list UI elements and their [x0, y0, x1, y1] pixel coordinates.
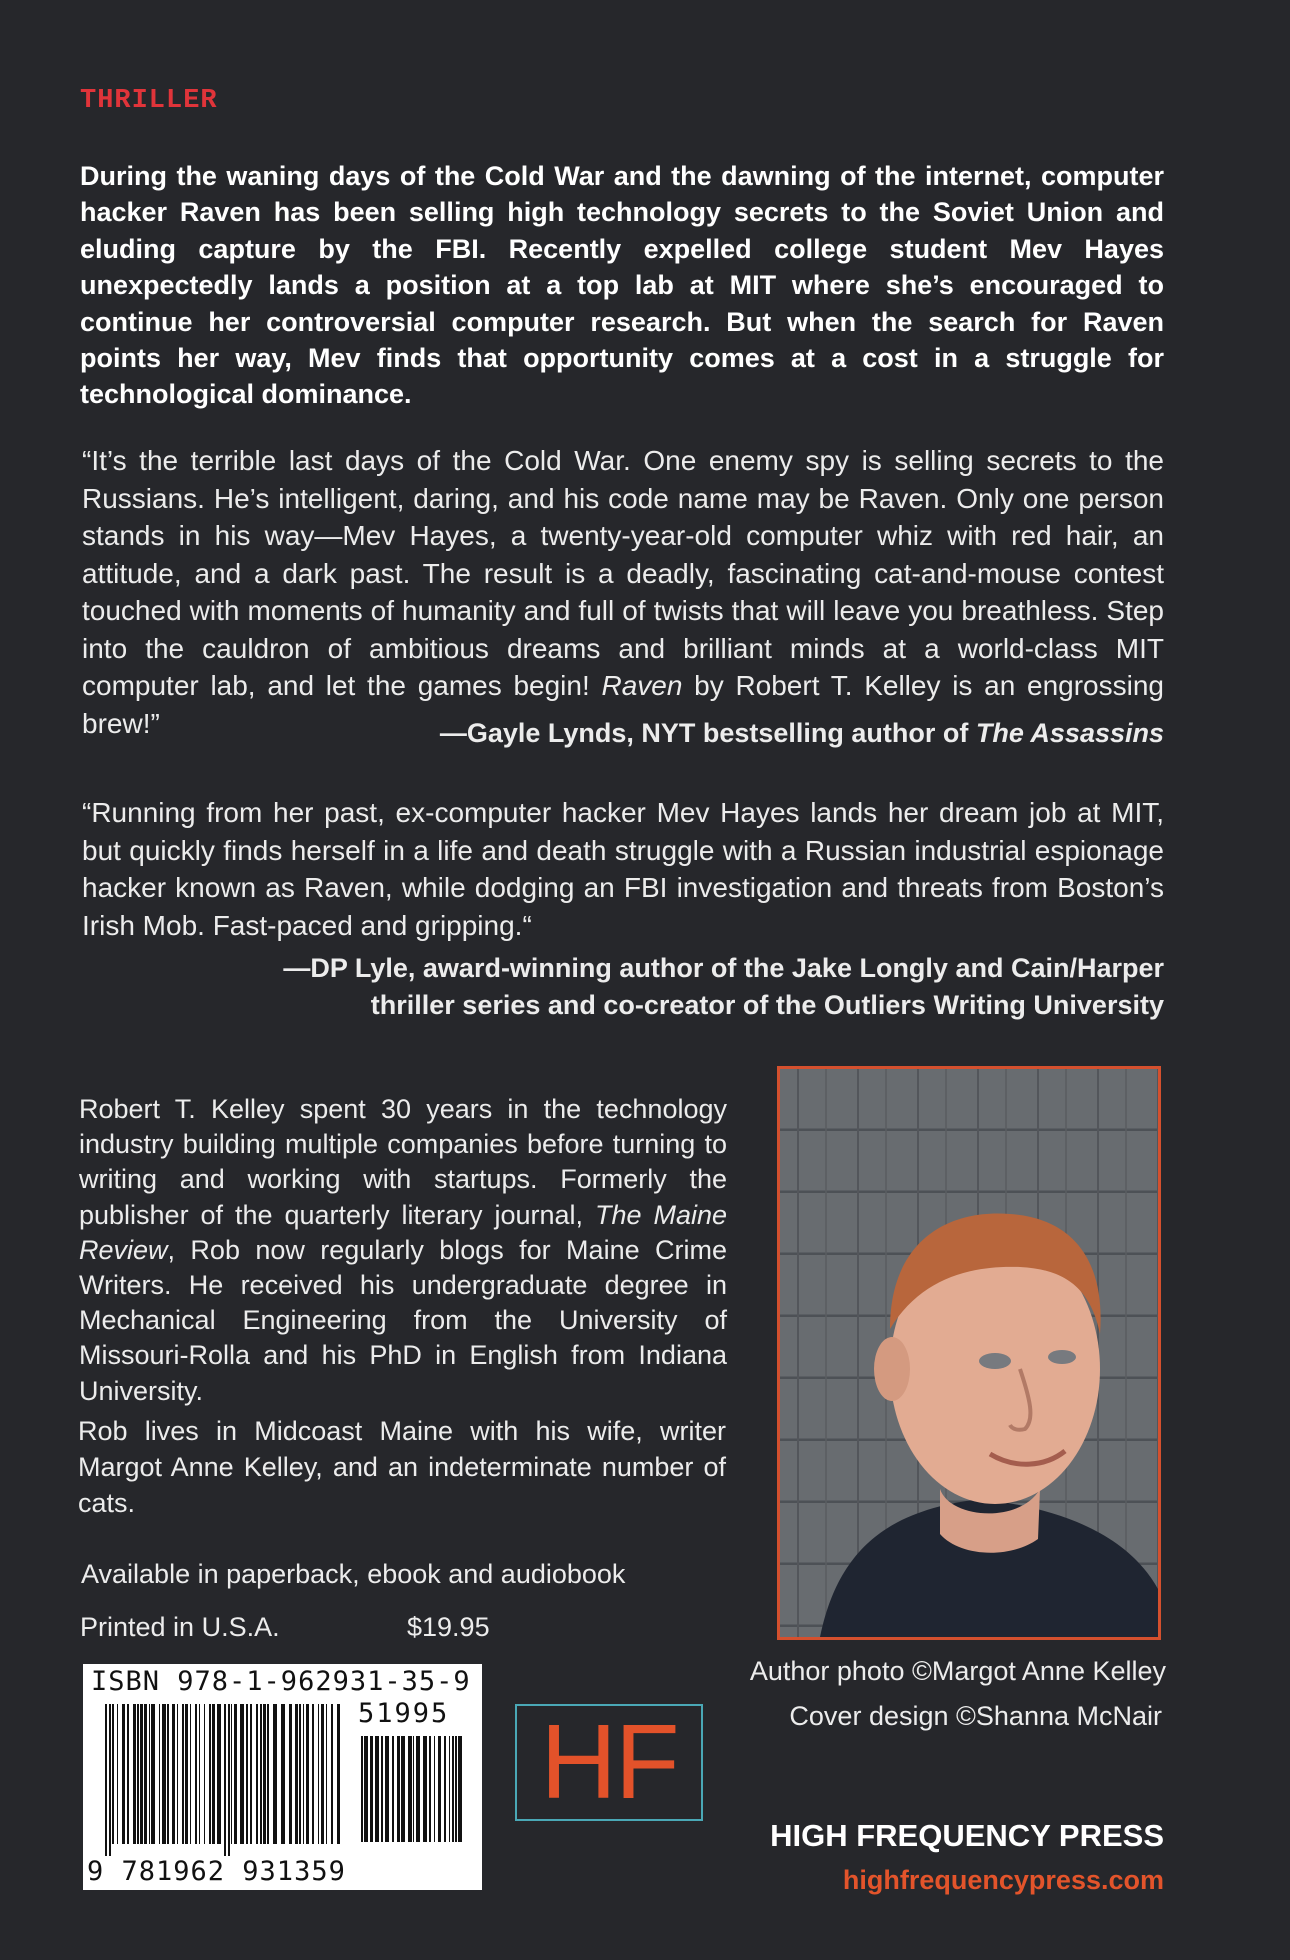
barcode-bar: [434, 1736, 435, 1842]
barcode-bar: [361, 1736, 363, 1842]
ean-barcode-bars: [105, 1704, 345, 1856]
barcode-bar: [122, 1704, 125, 1844]
quote-1-book-title: Raven: [601, 670, 683, 701]
addon-barcode-bars: [361, 1736, 473, 1882]
barcode-bar: [321, 1704, 324, 1844]
barcode-bar: [375, 1736, 379, 1842]
barcode-bar: [429, 1736, 431, 1842]
barcode-bar: [449, 1736, 450, 1842]
cover-design-credit: Cover design ©Shanna McNair: [789, 1701, 1162, 1731]
barcode-bar: [167, 1704, 169, 1844]
barcode-bar: [452, 1736, 454, 1842]
barcode-bar: [385, 1736, 389, 1842]
barcode-bar: [263, 1704, 266, 1844]
barcode-bar: [212, 1704, 215, 1844]
quote-2-attribution-line-1: —DP Lyle, award-winning author of the Jake Longly and Cain/Harper: [283, 953, 1164, 983]
barcode-bar: [438, 1736, 441, 1842]
genre-label: THRILLER: [80, 86, 218, 116]
barcode-bar: [326, 1704, 327, 1844]
barcode-bar: [267, 1704, 269, 1844]
barcode-bar: [312, 1704, 314, 1844]
barcode-bar: [318, 1704, 319, 1844]
quote-1-attribution-text: —Gayle Lynds, NYT bestselling author of: [439, 718, 976, 748]
barcode-bar: [370, 1736, 373, 1842]
barcode-bar: [423, 1736, 427, 1842]
bio-text-1: Robert T. Kelley spent 30 years in the technology industry building multiple companies before turning to writing and working with startups. Formerly the publisher of the quarterly literary journal,: [79, 1094, 727, 1230]
bio-text-2: , Rob now regularly blogs for Maine Crime Writers. He received his undergraduate degree in Mechanical Engineering from the University of Missouri-Rolla and his PhD in English from Indiana University.: [79, 1234, 727, 1406]
barcode-bar: [401, 1736, 405, 1842]
quote-2-attribution: [283, 950, 1164, 1023]
author-photo: [777, 1066, 1161, 1640]
barcode-bar: [260, 1704, 262, 1844]
review-quote-1: [82, 442, 1164, 742]
barcode-bar: [185, 1704, 188, 1844]
barcode-bar: [331, 1704, 333, 1844]
barcode-bar: [364, 1736, 368, 1842]
photo-credit: Author photo ©Margot Anne Kelley: [749, 1656, 1166, 1686]
barcode-bar: [281, 1704, 285, 1844]
barcode-bar: [306, 1704, 309, 1844]
barcode-bar: [133, 1704, 136, 1844]
book-blurb: During the waning days of the Cold War and the dawning of the internet, computer hacker Raven has been selling high technology secrets to the Soviet Union and eluding capture by the FBI. Recently expelled college student Mev Hayes unexpectedly lands a position at a top lab at MIT where she’s encouraged to continue her controversial computer research. But when the search for Raven points her way, Mev finds that opportunity comes at a cost in a struggle for technological dominance.: [80, 161, 1164, 410]
barcode-bar: [337, 1704, 340, 1844]
price-addon-number: 51995: [358, 1698, 450, 1729]
quote-1-attribution: [440, 715, 1164, 752]
barcode-bar: [162, 1704, 166, 1844]
barcode-bar: [273, 1704, 277, 1844]
bio-journal-title: The Maine Review: [79, 1199, 727, 1265]
barcode-bar: [199, 1704, 200, 1844]
barcode-bar: [105, 1704, 107, 1856]
barcode-bar: [195, 1704, 197, 1844]
barcode-bar: [303, 1704, 304, 1844]
barcode-bar: [392, 1736, 394, 1842]
printed-in-text: Printed in U.S.A.: [80, 1612, 280, 1642]
barcode-bar: [228, 1704, 230, 1856]
publisher-name: HIGH FREQUENCY PRESS: [770, 1818, 1164, 1853]
barcode-bar: [240, 1704, 244, 1844]
publisher-website[interactable]: highfrequencypress.com: [842, 1865, 1164, 1895]
barcode-bar: [204, 1704, 205, 1844]
barcode-bar: [256, 1704, 258, 1844]
isbn-label: ISBN 978-1-962931-35-9: [91, 1666, 471, 1697]
author-bio-paragraph-2: Rob lives in Midcoast Maine with his wife, writer Margot Anne Kelley, and an indeterminate number of cats.: [78, 1416, 726, 1518]
barcode-bar: [289, 1704, 292, 1844]
barcode-bar: [455, 1736, 457, 1842]
barcode-bar: [112, 1704, 114, 1844]
barcode-bar: [177, 1704, 178, 1844]
availability-text: Available in paperback, ebook and audiobook: [81, 1559, 626, 1589]
barcode-bar: [182, 1704, 184, 1844]
review-quote-2: “Running from her past, ex-computer hacker Mev Hayes lands her dream job at MIT, but quickly finds herself in a life and death struggle with a Russian industrial espionage hacker known as Raven, while dodging an FBI investigation and threats from Boston’s Irish Mob. Fast-paced and gripping.“: [82, 797, 1164, 941]
publisher-logo: [515, 1704, 703, 1821]
barcode-bar: [144, 1704, 147, 1844]
barcode-bar: [381, 1736, 383, 1842]
barcode-bar: [159, 1704, 160, 1844]
quote-1-text: “It’s the terrible last days of the Cold War. One enemy spy is selling secrets to the Russians. He’s intelligent, daring, and his code name may be Raven. Only one person stands in his way—Mev Hayes, a twenty-year-old computer whiz with red hair, an attitude, and a dark past. The result is a deadly, fascinating cat-and-mouse contest touched with moments of humanity and full of twists that will leave you breathless. Step into the cauldron of ambitious dreams and brilliant minds at a world-class MIT computer lab, and let the games begin!: [82, 445, 1164, 701]
price: $19.95: [407, 1612, 490, 1642]
quote-1-text-end: by Robert T. Kelley is an engrossing brew!”: [82, 670, 1164, 739]
quote-1-attribution-title: The Assassins: [975, 718, 1164, 748]
barcode-bar: [140, 1704, 143, 1844]
barcode-bar: [408, 1736, 412, 1842]
barcode-bar: [151, 1704, 155, 1844]
author-portrait-illustration: [780, 1069, 1158, 1637]
barcode-bar: [117, 1704, 118, 1844]
publisher-logo-text: HF: [540, 1703, 678, 1821]
barcode-bar: [127, 1704, 129, 1844]
barcode-bar: [458, 1736, 462, 1842]
author-bio: [79, 1092, 727, 1409]
barcode-bar: [209, 1704, 211, 1844]
isbn-barcode: [83, 1664, 482, 1890]
barcode-bar: [299, 1704, 301, 1844]
barcode-bar: [397, 1736, 400, 1842]
quote-2-attribution-line-2: thriller series and co-creator of the Outliers Writing University: [370, 989, 1164, 1020]
barcode-bar: [416, 1736, 420, 1842]
ean-number: 9 781962 931359: [87, 1856, 346, 1887]
barcode-bar: [172, 1704, 175, 1844]
barcode-bar: [444, 1736, 446, 1842]
barcode-bar: [217, 1704, 221, 1844]
barcode-bar: [137, 1704, 139, 1844]
barcode-bar: [190, 1704, 191, 1844]
barcode-bar: [246, 1704, 248, 1844]
barcode-bar: [250, 1704, 252, 1844]
barcode-bar: [234, 1704, 237, 1844]
barcode-bar: [413, 1736, 414, 1842]
barcode-bar: [109, 1704, 111, 1856]
barcode-bar: [224, 1704, 226, 1856]
barcode-bar: [149, 1704, 150, 1844]
barcode-bar: [231, 1704, 232, 1844]
barcode-bar: [295, 1704, 298, 1844]
